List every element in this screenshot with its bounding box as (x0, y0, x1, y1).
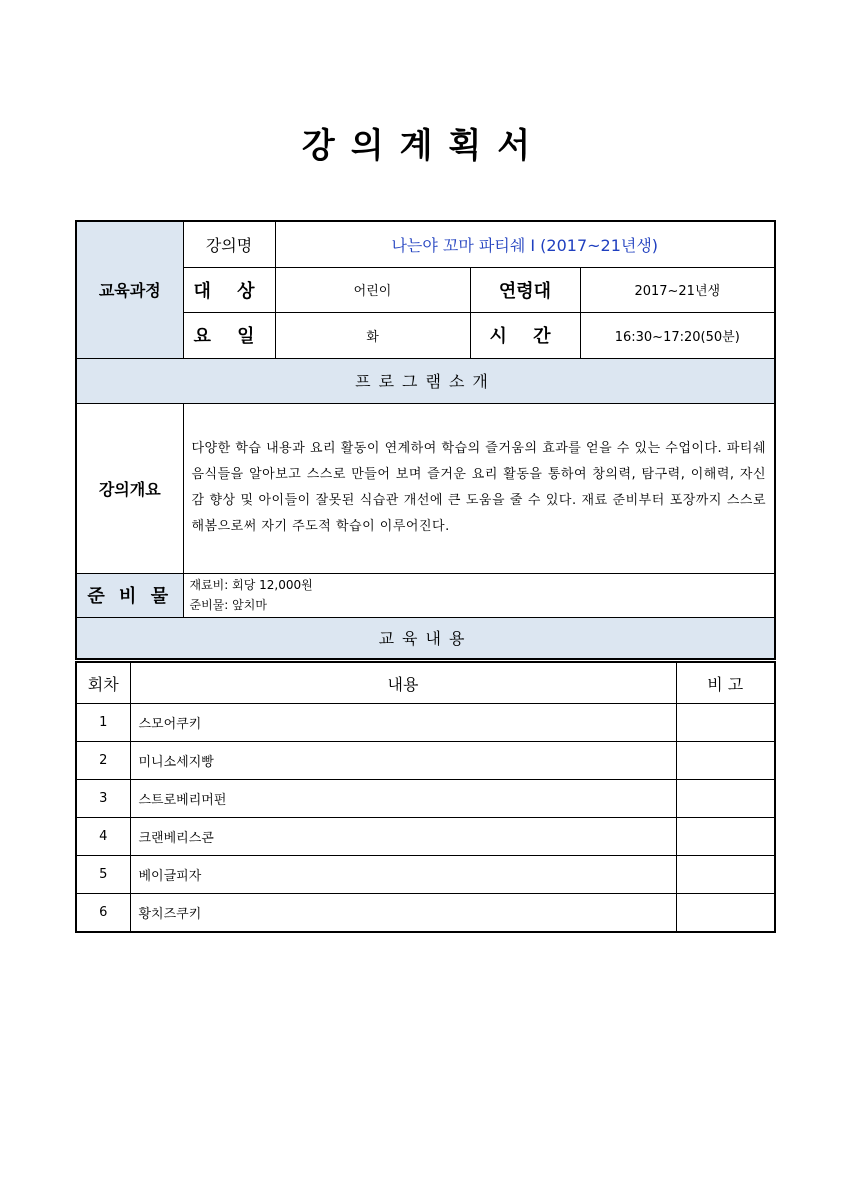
course-name-value: 나는야 꼬마 파티쉐 I (2017~21년생) (275, 221, 775, 267)
session-note (676, 818, 775, 856)
materials-cell (183, 573, 775, 617)
overview-text: 다양한 학습 내용과 요리 활동이 연계하여 학습의 즐거움의 효과를 얻을 수 있는 수업이다. 파티쉐 음식들을 알아보고 스스로 만들어 보며 즐거운 요리 활동을 통하여 창의력, 탐구력, 이해력, 자신감 향상 및 아이들이 잘못된 식습관 개선에 큰 도움을 줄 수 있다. 재료 준비부터 포장까지 스스로 해봄으로써 자기 주도적 학습이 이루어진다. (183, 403, 775, 573)
session-content: 미니소세지빵 (130, 742, 676, 780)
time-value: 16:30~17:20(50분) (580, 312, 775, 358)
table-row (76, 856, 775, 894)
age-label: 연령대 (470, 267, 580, 312)
page-title: 강의계획서 (301, 126, 547, 166)
materials-label: 준 비 물 (76, 573, 183, 617)
session-number: 2 (76, 742, 130, 780)
age-value: 2017~21년생 (580, 267, 775, 312)
time-label: 시 간 (470, 312, 580, 358)
target-label: 대 상 (183, 267, 275, 312)
table-row (76, 704, 775, 742)
session-content: 크랜베리스콘 (130, 818, 676, 856)
day-label: 요 일 (183, 312, 275, 358)
session-note (676, 780, 775, 818)
course-info-table (75, 220, 776, 660)
table-row (76, 780, 775, 818)
table-row (76, 818, 775, 856)
session-content: 스트로베리머펀 (130, 780, 676, 818)
session-content: 스모어쿠키 (130, 704, 676, 742)
session-number: 1 (76, 704, 130, 742)
session-number: 6 (76, 894, 130, 933)
course-name-label: 강의명 (183, 221, 275, 267)
table-row (76, 742, 775, 780)
session-note (676, 704, 775, 742)
col-note-header: 비 고 (676, 662, 775, 704)
session-note (676, 856, 775, 894)
session-content: 황치즈쿠키 (130, 894, 676, 933)
target-value: 어린이 (275, 267, 470, 312)
day-value: 화 (275, 312, 470, 358)
col-content-header: 내용 (130, 662, 676, 704)
materials-fee: 재료비: 회당 12,000원 (189, 578, 313, 592)
col-session-header: 회차 (76, 662, 130, 704)
session-number: 4 (76, 818, 130, 856)
session-content: 베이글피자 (130, 856, 676, 894)
session-note (676, 894, 775, 933)
curriculum-label: 교육과정 (76, 221, 183, 358)
session-note (676, 742, 775, 780)
schedule-table (75, 661, 776, 933)
overview-label: 강의개요 (76, 403, 183, 573)
program-intro-header: 프로그램소개 (76, 358, 775, 403)
table-row (76, 894, 775, 933)
session-number: 5 (76, 856, 130, 894)
session-number: 3 (76, 780, 130, 818)
education-content-header: 교육내용 (76, 617, 775, 659)
materials-items: 준비물: 앞치마 (189, 598, 267, 612)
